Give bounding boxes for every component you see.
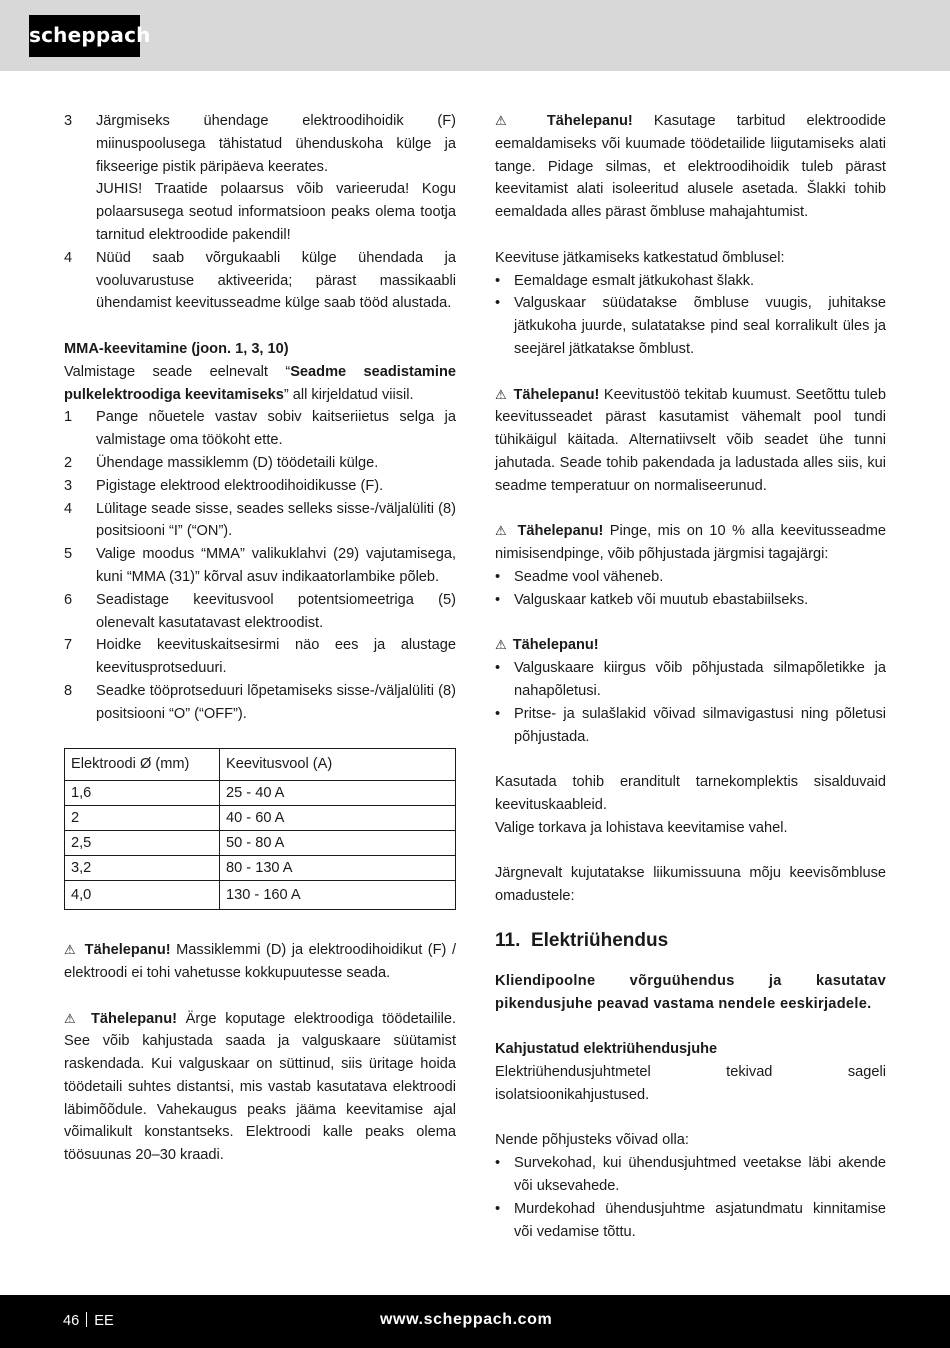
step-number: 6 (64, 591, 73, 608)
movement-note: Järgnevalt kujutatakse liikumissuuna mõju keevisõmbluse omadustele: (495, 865, 886, 905)
table-cell: 25 - 40 A (220, 781, 456, 806)
step-text: Pange nõuetele vastav sobiv kaitseriietus selga ja valmistage oma töökoht ette. (96, 409, 456, 449)
step-number: 4 (64, 249, 73, 266)
step-text: Pigistage elektrood elektroodihoidikusse (F). (96, 477, 384, 494)
table-header-cell: Keevitusvool (A) (220, 749, 456, 781)
warning-radiation: ⚠ Tähelepanu! (495, 637, 599, 654)
table-cell: 4,0 (65, 881, 220, 910)
bullet-icon: • (495, 705, 501, 722)
bullet-item (495, 589, 886, 612)
connection-steps (64, 110, 456, 315)
causes-list (495, 1152, 886, 1243)
cables-note: Kasutada tohib eranditult tarnekomplektis sisalduvaid keevituskaableid. (495, 774, 886, 813)
step-text: Nüüd saab võrgukaabli külge ühendada ja vooluvarustuse aktiveerida; pärast massikaabli ühendamist keevitusseadme külge saab tööd alustada. (96, 249, 456, 312)
mma-intro: Valmistage seade eelnevalt “Seadme seadistamine pulkelektroodiga keevitamiseks” all kirjeldatud viisil. (64, 363, 456, 403)
bullet-text: Valguskaare kiirgus võib põhjustada silmapõletikke ja nahapõletusi. (514, 660, 886, 699)
bullet-icon: • (495, 1200, 501, 1217)
causes-intro: Nende põhjusteks võivad olla: (495, 1132, 689, 1149)
numbered-step (64, 498, 456, 544)
warning-icon: ⚠ (495, 637, 507, 653)
numbered-step (64, 406, 456, 452)
step-number: 8 (64, 682, 73, 699)
warning-icon: ⚠ (64, 942, 78, 958)
warning-tapping: ⚠ Tähelepanu! Ärge koputage elektroodiga töödetailile. See võib kahjustada saada ja valguskaare süütamist raskendada. Kui valguskaar on süttinud, siis üritage hoida töödetaili suhtes distantsi, mis vastab kasutatava elektroodi läbimõõdule. Vahekaugus peaks jääma keevitamise ajal võimalikult konstantseks. Elektroodi kalle peaks olema töösuunas 20–30 kraadi. (64, 1010, 456, 1164)
numbered-step (64, 452, 456, 475)
bullet-text: Valguskaar katkeb või muutub ebastabiilseks. (514, 591, 809, 608)
table-row (65, 881, 456, 910)
numbered-step (64, 475, 456, 498)
warning-clamp: ⚠ Tähelepanu! Massiklemmi (D) ja elektroodihoidikut (F) / elektroodi ei tohi vahetusse kokkupuutesse seada. (64, 942, 456, 981)
numbered-step (64, 589, 456, 635)
bullet-icon: • (495, 1155, 501, 1172)
warning-icon: ⚠ (495, 386, 508, 402)
bullet-item (495, 1198, 886, 1244)
mma-steps (64, 406, 456, 725)
step-text: Ühendage massiklemm (D) töödetaili külge. (96, 454, 379, 471)
step-number: 4 (64, 500, 73, 517)
step-text: Lülitage seade sisse, seades selleks sisse-/väljalüliti (8) positsiooni “I” (“ON”). (96, 500, 456, 540)
step-text: Seadke tööprotseduuri lõpetamiseks sisse-/väljalüliti (8) positsiooni “O” (“OFF”). (96, 682, 456, 722)
damaged-heading: Kahjustatud elektriühendusjuhe (495, 1041, 718, 1058)
step-number: 3 (64, 113, 73, 129)
bullet-item (495, 1152, 886, 1198)
section-heading: 11. Elektriühendus (495, 929, 669, 951)
page-footer (0, 1295, 950, 1348)
step-text: Järgmiseks ühendage elektroodihoidik (F) miinuspoolusega tähistatud ühenduskoha külge ja fikseerige pistik päripäeva keerates. JUHIS! Traatide polaarsus võib varieeruda! Kogu polaarsusega seotud informatsioon peaks olema tootja tarnitud elektroodide pakendil! (96, 113, 456, 243)
bullet-item (495, 703, 886, 749)
table-cell: 2,5 (65, 831, 220, 856)
step-number: 2 (64, 454, 73, 471)
bullet-text: Murdekohad ühendusjuhtme asjatundmatu kinnitamise või vedamise tõttu. (514, 1200, 886, 1240)
radiation-list (495, 657, 886, 748)
bullet-icon: • (495, 295, 501, 312)
right-column (495, 110, 886, 1243)
mma-heading: MMA-keevitamine (joon. 1, 3, 10) (64, 340, 289, 357)
table-header-row (65, 749, 456, 781)
language-code: EE (94, 1313, 114, 1329)
table-cell: 3,2 (65, 856, 220, 881)
table-cell: 2 (65, 806, 220, 831)
page-header (0, 0, 950, 71)
bullet-item (495, 566, 886, 589)
warning-voltage: ⚠ Tähelepanu! Pinge, mis on 10 % alla keevitusseadme nimisisendpinge, võib põhjustada järgmisi tagajärgi: (495, 523, 886, 563)
table-cell: 50 - 80 A (220, 831, 456, 856)
bullet-icon: • (495, 272, 501, 289)
bullet-item (495, 292, 886, 360)
warning-icon: ⚠ (64, 1010, 81, 1026)
bullet-text: Eemaldage esmalt jätkukohast šlakk. (514, 272, 755, 289)
step-number: 1 (64, 409, 73, 426)
numbered-step (64, 680, 456, 726)
torch-note: Valige torkava ja lohistava keevitamise vahel. (495, 819, 788, 836)
warning-heat: ⚠ Tähelepanu! Keevitustöö tekitab kuumust. Seetõttu tuleb keevitusseadet pärast kasutamist vähemalt pool tundi tühikäigul käitada. Alternatiivselt võib seadet ühe tunni jahutada. Seade tohib pakendada ja ladustada alles siis, kui seadme temperatuur on normaliseerunud. (495, 386, 887, 494)
numbered-step (64, 110, 456, 247)
resume-list (495, 270, 886, 361)
step-number: 5 (64, 546, 73, 563)
website-url[interactable]: www.scheppach.com (380, 1311, 553, 1328)
electrode-current-table (64, 748, 456, 910)
step-text: Seadistage keevitusvool potentsiomeetriga (5) olenevalt kasutatavast elektroodist. (96, 591, 456, 631)
bullet-text: Seadme vool väheneb. (514, 568, 664, 585)
client-note: Kliendipoolne võrguühendus ja kasutatav pikendusjuhe peavad vastama nendele eeskirjadele. (495, 972, 886, 1012)
damaged-text: Elektriühendusjuhtmetel tekivad sageli isolatsioonikahjustused. (495, 1064, 886, 1103)
page-number: 46 EE (63, 1313, 114, 1329)
voltage-list (495, 566, 886, 612)
step-number: 3 (64, 477, 73, 494)
bullet-text: Survekohad, kui ühendusjuhtmed veetakse läbi akende või uksevahede. (514, 1155, 886, 1195)
resume-intro: Keevituse jätkamiseks katkestatud õmblusel: (495, 249, 785, 266)
warning-tongs: ⚠ Tähelepanu! Kasutage tarbitud elektroodide eemaldamiseks või kuumade töödetailide liigutamiseks alati tange. Pidage silmas, et elektroodihoidik tuleb pärast keevitamist alati isoleeritud alusele asetada. Šlakki tohib eemaldada alles pärast õmbluse mahajahtumist. (495, 113, 886, 221)
bullet-icon: • (495, 568, 501, 585)
bullet-icon: • (495, 660, 501, 677)
footer-divider (86, 1312, 87, 1327)
warning-icon: ⚠ (495, 113, 524, 128)
table-row (65, 831, 456, 856)
bullet-item (495, 270, 886, 293)
table-row (65, 781, 456, 806)
table-row (65, 856, 456, 881)
table-cell: 40 - 60 A (220, 806, 456, 831)
step-text: Hoidke keevituskaitsesirmi näo ees ja alustage keevitusprotseduuri. (96, 637, 456, 677)
numbered-step (64, 543, 456, 589)
bullet-text: Valguskaar süüdatakse õmbluse vuugis, juhitakse jätkukoha juurde, sulatatakse pind seal korralikult üles ja seejärel jätkatakse õmblust. (514, 295, 886, 357)
bullet-text: Pritse- ja sulašlakid võivad silmavigastusi ning põletusi põhjustada. (514, 705, 886, 745)
warning-icon: ⚠ (495, 523, 510, 539)
table-row (65, 806, 456, 831)
left-column (64, 110, 456, 1167)
numbered-step (64, 634, 456, 680)
brand-logo: scheppach (29, 15, 140, 57)
numbered-step (64, 247, 456, 315)
table-cell: 1,6 (65, 781, 220, 806)
step-number: 7 (64, 637, 73, 654)
table-cell: 130 - 160 A (220, 881, 456, 910)
step-text: Valige moodus “MMA” valikuklahvi (29) vajutamisega, kuni “MMA (31)” kõrval asuv indikaatorlambike põleb. (96, 546, 456, 585)
bullet-item (495, 657, 886, 703)
bullet-icon: • (495, 591, 501, 608)
table-cell: 80 - 130 A (220, 856, 456, 881)
table-header-cell: Elektroodi Ø (mm) (65, 749, 220, 781)
